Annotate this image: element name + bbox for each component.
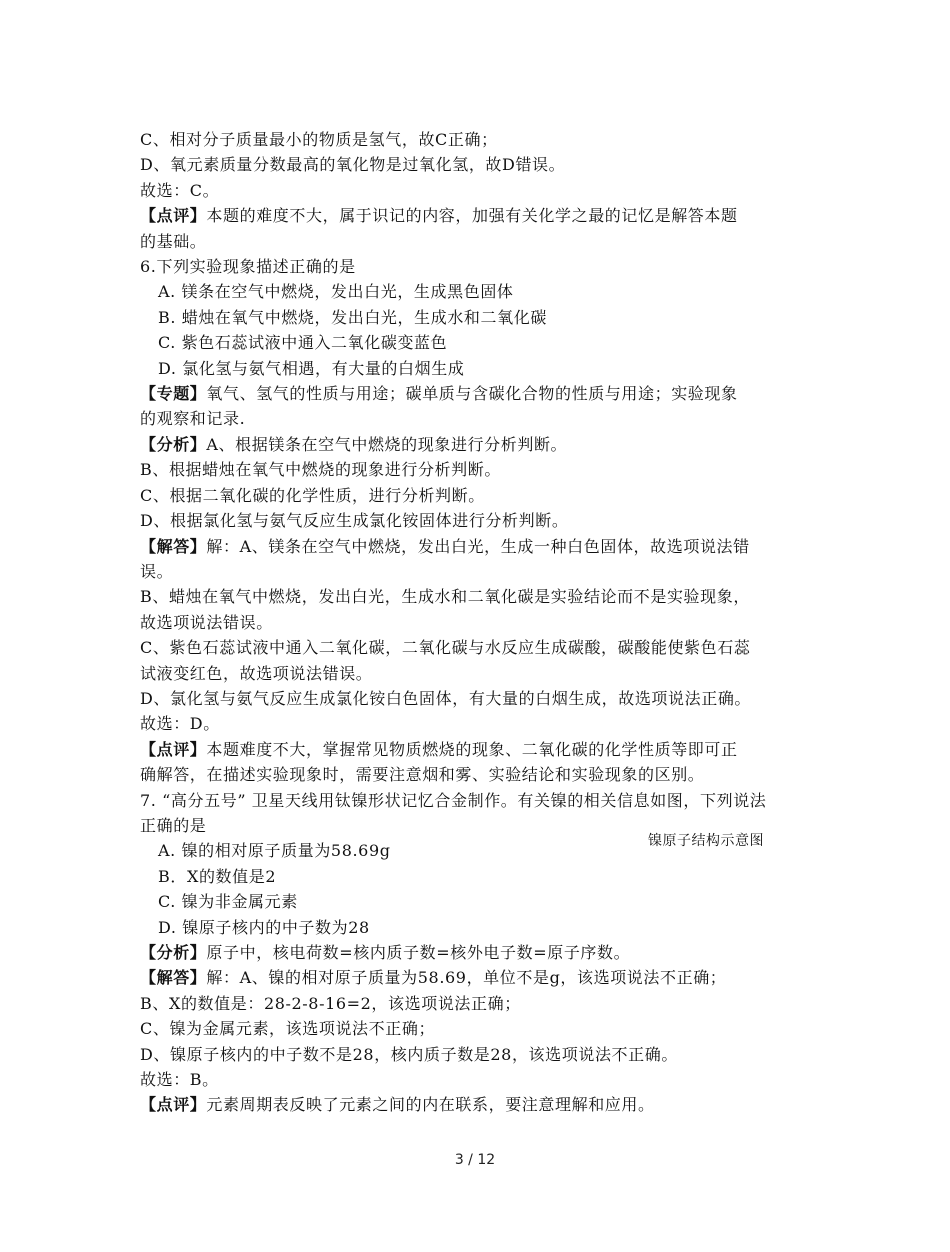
option-line xyxy=(140,864,820,889)
line-text: B、根据蜡烛在氧气中燃烧的现象进行分析判断。 xyxy=(140,460,501,480)
line-text: A. 镍的相对原子质量为58.69g xyxy=(158,841,391,861)
line-text: D. 氯化氢与氨气相遇，有大量的白烟生成 xyxy=(158,358,465,378)
section-tag: 【分析】 xyxy=(140,434,207,454)
section-tag: 【解答】 xyxy=(140,536,207,556)
line-text: 的观察和记录. xyxy=(140,409,246,429)
section-tag: 【解答】 xyxy=(140,968,207,988)
text-line xyxy=(140,152,820,177)
line-text: 解：A、镁条在空气中燃烧，发出白光，生成一种白色固体，故选项说法错 xyxy=(206,536,750,556)
text-line xyxy=(140,965,820,990)
line-text: D、氧元素质量分数最高的氧化物是过氧化氢，故D错误。 xyxy=(140,155,566,175)
line-text: 本题的难度不大，属于识记的内容，加强有关化学之最的记忆是解答本题 xyxy=(206,206,738,226)
text-line xyxy=(140,940,820,965)
text-line xyxy=(140,178,820,203)
section-tag: 【专题】 xyxy=(140,384,207,404)
line-text: B．X的数值是2 xyxy=(158,866,277,886)
text-line xyxy=(140,457,820,482)
section-tag: 【分析】 xyxy=(140,943,207,962)
line-text: 氧气、氢气的性质与用途；碳单质与含碳化合物的性质与用途；实验现象 xyxy=(206,384,738,404)
line-text: 6.下列实验现象描述正确的是 xyxy=(140,257,356,277)
line-text: C、根据二氧化碳的化学性质，进行分析判断。 xyxy=(140,485,485,505)
line-text: 的基础。 xyxy=(140,231,207,251)
line-text: 故选项说法错误。 xyxy=(140,612,273,632)
line-text: 确解答，在描述实验现象时，需要注意烟和雾、实验结论和实验现象的区别。 xyxy=(140,765,705,785)
line-text: 故选：B。 xyxy=(140,1070,219,1090)
line-text: 误。 xyxy=(140,561,174,581)
line-text: C、镍为金属元素，该选项说法不正确； xyxy=(140,1019,436,1039)
option-line xyxy=(140,305,820,330)
line-text: D、根据氯化氢与氨气反应生成氯化铵固体进行分析判断。 xyxy=(140,511,569,531)
line-text: 试液变红色，故选项说法错误。 xyxy=(140,663,373,683)
page-content xyxy=(140,127,820,1118)
text-line xyxy=(140,661,820,686)
line-text: D、氯化氢与氨气反应生成氯化铵白色固体，有大量的白烟生成，故选项说法正确。 xyxy=(140,688,752,708)
section-tag: 【点评】 xyxy=(140,1095,207,1115)
text-line xyxy=(140,1016,820,1041)
line-text: B、X的数值是：28-2-8-16=2，该选项说法正确； xyxy=(140,993,521,1013)
text-line xyxy=(140,686,820,711)
line-text: 元素周期表反映了元素之间的内在联系，要注意理解和应用。 xyxy=(206,1095,655,1115)
line-text: 本题难度不大，掌握常见物质燃烧的现象、二氧化碳的化学性质等即可正 xyxy=(206,739,738,759)
text-line xyxy=(140,406,820,431)
text-line xyxy=(140,508,820,533)
text-line xyxy=(140,788,820,813)
line-text: A、根据镁条在空气中燃烧的现象进行分析判断。 xyxy=(206,434,568,454)
text-line xyxy=(140,1042,820,1067)
line-text: 7. “高分五号” 卫星天线用钛镍形状记忆合金制作。有关镍的相关信息如图，下列说法 xyxy=(140,790,767,810)
section-tag: 【点评】 xyxy=(140,206,207,226)
text-line xyxy=(140,762,820,787)
text-line xyxy=(140,254,820,279)
line-text: 解：A、镍的相对原子质量为58.69，单位不是g，该选项说法不正确； xyxy=(206,968,727,988)
page-number: 3 / 12 xyxy=(454,1152,496,1168)
text-line xyxy=(140,229,820,254)
text-line xyxy=(140,432,820,457)
line-text: D. 镍原子核内的中子数为28 xyxy=(158,917,370,937)
option-line xyxy=(140,279,820,304)
text-line xyxy=(140,635,820,660)
text-line xyxy=(140,127,820,152)
option-line xyxy=(140,356,820,381)
line-text: A. 镁条在空气中燃烧，发出白光，生成黑色固体 xyxy=(158,282,514,302)
text-line xyxy=(140,381,820,406)
line-text: 故选：C。 xyxy=(140,180,220,200)
line-text: C、相对分子质量最小的物质是氢气，故C正确； xyxy=(140,130,498,149)
line-text: B、蜡烛在氧气中燃烧，发出白光，生成水和二氧化碳是实验结论而不是实验现象， xyxy=(140,587,750,607)
text-line xyxy=(140,711,820,736)
text-line xyxy=(140,584,820,609)
line-text: 原子中，核电荷数=核内质子数=核外电子数=原子序数。 xyxy=(206,943,631,962)
line-text: B. 蜡烛在氧气中燃烧，发出白光，生成水和二氧化碳 xyxy=(158,307,547,327)
line-text: 正确的是 xyxy=(140,815,207,835)
option-line xyxy=(140,915,820,940)
line-text: 故选：D。 xyxy=(140,714,220,734)
text-line xyxy=(140,559,820,584)
text-line xyxy=(140,534,820,559)
option-line xyxy=(140,330,820,355)
line-text: C. 紫色石蕊试液中通入二氧化碳变蓝色 xyxy=(158,333,448,353)
line-text: C. 镍为非金属元素 xyxy=(158,892,298,912)
option-line xyxy=(140,889,820,914)
text-line xyxy=(140,991,820,1016)
text-line xyxy=(140,610,820,635)
text-line xyxy=(140,1092,820,1117)
text-line xyxy=(140,737,820,762)
text-line xyxy=(140,483,820,508)
text-line xyxy=(140,1067,820,1092)
nickel-diagram-caption: 镍原子结构示意图 xyxy=(648,833,764,849)
section-tag: 【点评】 xyxy=(140,739,207,759)
line-text: D、镍原子核内的中子数不是28，核内质子数是28，该选项说法不正确。 xyxy=(140,1044,678,1064)
line-text: C、紫色石蕊试液中通入二氧化碳，二氧化碳与水反应生成碳酸，碳酸能使紫色石蕊 xyxy=(140,638,751,658)
text-line xyxy=(140,203,820,228)
